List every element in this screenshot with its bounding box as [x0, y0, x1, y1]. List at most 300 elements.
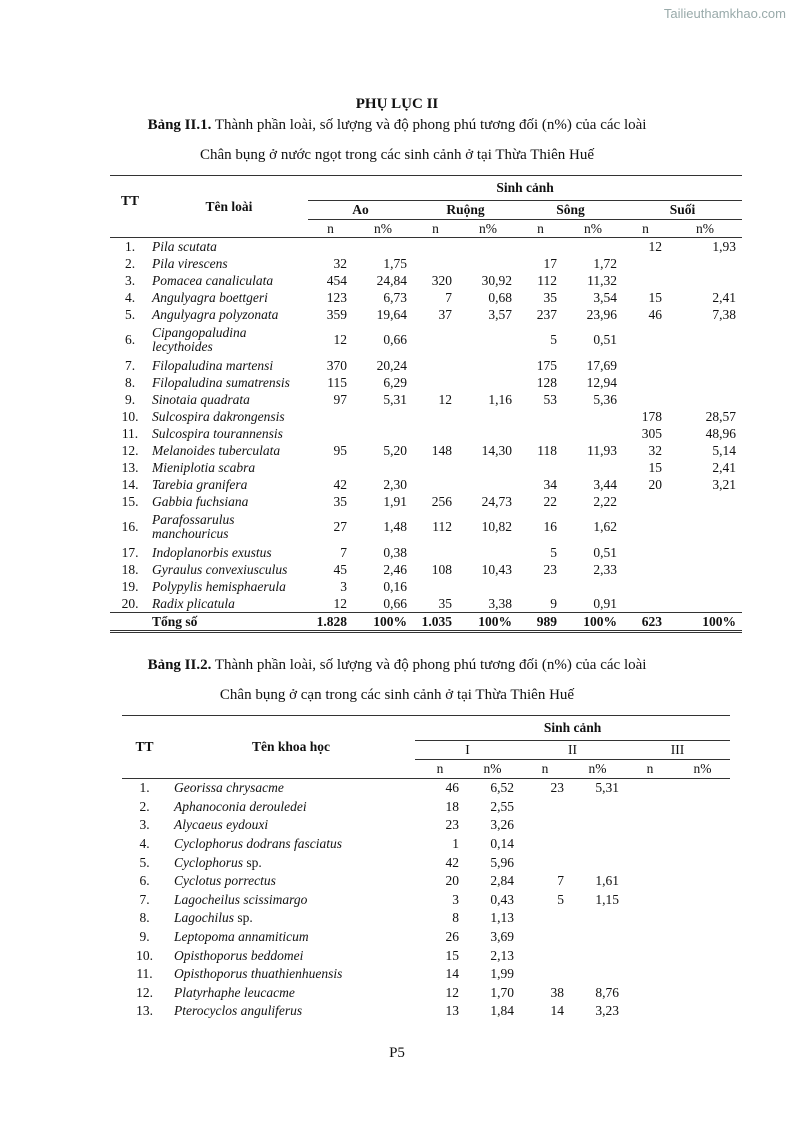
count-cell: 32 [333, 255, 347, 271]
table2-header-habitat: II [520, 741, 625, 760]
table-row [122, 835, 730, 854]
species-name: Sulcospira tourannensis [152, 425, 283, 441]
table-row [110, 510, 742, 544]
species-name [167, 872, 415, 891]
species-name: Pila virescens [152, 255, 228, 271]
count-cell: 15 [648, 289, 662, 305]
count-cell [520, 928, 570, 947]
page-number: P5 [389, 1045, 405, 1061]
species-name [167, 853, 415, 872]
table1-header-group: Sinh cảnh [308, 176, 742, 201]
table-row [110, 306, 742, 323]
total-count-cell: 1.828 [308, 613, 353, 632]
percent-cell [563, 459, 623, 476]
row-number: 12. [121, 442, 139, 458]
row-number: 10. [121, 408, 139, 424]
count-cell [413, 544, 458, 561]
percent-cell: 5,31 [383, 391, 407, 407]
count-cell: 27 [333, 519, 347, 534]
percent-cell: 3,21 [712, 476, 737, 492]
percent-cell [458, 425, 518, 442]
percent-cell: 1,13 [490, 910, 514, 926]
count-cell [518, 238, 563, 256]
row-number: 16. [121, 519, 139, 534]
percent-cell: 17,69 [586, 357, 617, 373]
table2-caption-text: Thành phần loài, số lượng và độ phong phú tương đối (n%) của các loài [211, 657, 647, 673]
count-cell: 454 [326, 272, 347, 288]
percent-cell: 1,72 [593, 255, 617, 271]
total-percent-cell: 100% [668, 613, 742, 632]
percent-cell [563, 238, 623, 256]
percent-cell: 5,36 [593, 391, 617, 407]
count-cell: 35 [333, 493, 347, 509]
count-cell: 23 [543, 561, 557, 577]
species-name [167, 965, 415, 984]
count-cell [413, 357, 458, 374]
species-binomial: Lagochilus [174, 910, 235, 926]
percent-cell: 0,66 [383, 595, 407, 611]
percent-cell: 28,57 [705, 408, 737, 424]
row-number: 14. [121, 476, 139, 492]
percent-cell [570, 965, 625, 984]
percent-cell: 5,20 [383, 442, 407, 458]
count-cell [623, 578, 668, 595]
percent-cell [668, 323, 742, 357]
table2-header-n: n [520, 760, 570, 779]
count-cell: 46 [648, 306, 662, 322]
percent-cell [675, 984, 730, 1003]
count-cell: 16 [543, 519, 557, 534]
table1-header-name: Tên loài [150, 176, 308, 238]
count-cell: 20 [648, 476, 662, 492]
species-binomial: Alycaeus eydouxi [174, 817, 269, 833]
percent-cell [668, 272, 742, 289]
count-cell: 12 [445, 984, 459, 1000]
count-cell: 112 [537, 272, 557, 288]
row-number: 12. [136, 984, 153, 1000]
count-cell [623, 374, 668, 391]
count-cell: 23 [550, 780, 564, 796]
percent-cell [563, 408, 623, 425]
percent-cell: 7,38 [712, 306, 737, 322]
table1-header-habitat: Ruộng [413, 201, 518, 220]
percent-cell: 10,43 [481, 561, 512, 577]
percent-cell: 5,14 [712, 442, 737, 458]
percent-cell: 2,41 [712, 289, 737, 305]
table1-caption-line1 [0, 117, 794, 134]
percent-cell [458, 459, 518, 476]
percent-cell: 8,76 [595, 984, 619, 1000]
table1-header-tt: TT [110, 176, 150, 238]
count-cell [625, 928, 675, 947]
count-cell: 37 [438, 306, 452, 322]
table-row [122, 984, 730, 1003]
count-cell [413, 476, 458, 493]
percent-cell: 1,15 [595, 891, 619, 907]
species-name: Sinotaia quadrata [152, 391, 250, 407]
table-row [122, 872, 730, 891]
count-cell [518, 408, 563, 425]
row-number: 10. [136, 947, 153, 963]
percent-cell [563, 578, 623, 595]
table2-header-n: n [415, 760, 465, 779]
row-number: 6. [124, 332, 136, 347]
percent-cell [570, 835, 625, 854]
count-cell: 12 [438, 391, 452, 407]
species-name [167, 946, 415, 965]
count-cell: 18 [445, 798, 459, 814]
species-binomial: Platyrhaphe leucacme [174, 984, 295, 1000]
percent-cell [458, 476, 518, 493]
species-name [167, 779, 415, 798]
row-number: 7. [139, 891, 150, 907]
percent-cell [570, 946, 625, 965]
percent-cell [668, 595, 742, 613]
count-cell: 26 [445, 929, 459, 945]
percent-cell [675, 1002, 730, 1021]
species-name: Cipangopaludina lecythoides [152, 325, 247, 354]
table1-header-n: n [308, 220, 353, 238]
species-suffix: sp. [246, 854, 262, 870]
row-number: 15. [121, 493, 139, 509]
table2-header-habitat: I [415, 741, 520, 760]
row-number: 2. [124, 255, 136, 271]
table2-label: Bảng II.2. [147, 657, 212, 673]
count-cell [518, 459, 563, 476]
percent-cell: 1,62 [593, 519, 617, 534]
table-row [110, 255, 742, 272]
table-row [110, 238, 742, 256]
percent-cell [458, 323, 518, 357]
total-row [110, 613, 742, 632]
count-cell: 42 [333, 476, 347, 492]
count-cell [623, 544, 668, 561]
row-number: 5. [124, 306, 136, 322]
species-name [167, 984, 415, 1003]
percent-cell: 0,66 [383, 332, 407, 347]
count-cell [625, 946, 675, 965]
count-cell [520, 946, 570, 965]
table-row [122, 798, 730, 817]
percent-cell: 1,91 [383, 493, 407, 509]
species-name [167, 835, 415, 854]
percent-cell [458, 544, 518, 561]
count-cell: 14 [445, 966, 459, 982]
percent-cell: 1,16 [488, 391, 512, 407]
count-cell [413, 408, 458, 425]
count-cell: 20 [445, 873, 459, 889]
count-cell: 97 [333, 391, 347, 407]
count-cell [413, 425, 458, 442]
percent-cell: 0,68 [488, 289, 512, 305]
count-cell [520, 798, 570, 817]
percent-cell [675, 835, 730, 854]
percent-cell: 2,13 [490, 947, 514, 963]
table1-label: Bảng II.1. [147, 117, 212, 133]
count-cell: 8 [452, 910, 459, 926]
row-number: 11. [136, 966, 153, 982]
species-binomial: Opisthoporus beddomei [174, 947, 304, 963]
table-row [110, 595, 742, 613]
count-cell: 35 [543, 289, 557, 305]
count-cell: 3 [452, 891, 459, 907]
count-cell [308, 238, 353, 256]
percent-cell [458, 238, 518, 256]
count-cell: 305 [641, 425, 662, 441]
table2-header-name: Tên khoa học [167, 716, 415, 779]
table1-caption-text: Thành phần loài, số lượng và độ phong phú tương đối (n%) của các loài [211, 117, 647, 133]
table1-header-pct: n% [353, 220, 413, 238]
row-number: 8. [124, 374, 136, 390]
count-cell [413, 255, 458, 272]
count-cell: 128 [536, 374, 557, 390]
count-cell: 53 [543, 391, 557, 407]
percent-cell [353, 238, 413, 256]
percent-cell: 2,33 [593, 561, 617, 577]
table2-header-n: n [625, 760, 675, 779]
species-name [167, 798, 415, 817]
percent-cell [458, 374, 518, 391]
percent-cell: 14,30 [481, 442, 512, 458]
count-cell: 112 [432, 519, 452, 534]
species-name: Parafossarulus manchouricus [152, 512, 235, 541]
percent-cell [675, 965, 730, 984]
row-number: 5. [139, 854, 150, 870]
species-name [167, 928, 415, 947]
count-cell [520, 816, 570, 835]
percent-cell [675, 872, 730, 891]
percent-cell: 11,93 [587, 442, 617, 458]
count-cell [625, 853, 675, 872]
count-cell [308, 459, 353, 476]
count-cell: 5 [550, 332, 557, 347]
species-binomial: Leptopoma annamiticum [174, 929, 309, 945]
percent-cell [458, 578, 518, 595]
percent-cell: 6,73 [383, 289, 407, 305]
percent-cell: 0,51 [593, 544, 617, 560]
percent-cell: 0,91 [593, 595, 617, 611]
table-row [110, 425, 742, 442]
count-cell: 3 [340, 578, 347, 594]
table-row [110, 578, 742, 595]
table-row [110, 391, 742, 408]
species-binomial: Lagocheilus scissimargo [174, 891, 308, 907]
count-cell [520, 853, 570, 872]
count-cell [623, 357, 668, 374]
count-cell [625, 1002, 675, 1021]
count-cell: 5 [557, 891, 564, 907]
table-row [110, 544, 742, 561]
percent-cell: 1,75 [383, 255, 407, 271]
table-row [122, 1002, 730, 1021]
percent-cell: 2,22 [593, 493, 617, 509]
count-cell: 115 [327, 374, 347, 390]
row-number: 18. [121, 561, 139, 577]
count-cell: 13 [445, 1003, 459, 1019]
count-cell: 359 [326, 306, 347, 322]
table2 [122, 715, 730, 1021]
species-name: Angulyagra polyzonata [152, 306, 279, 322]
percent-cell [675, 909, 730, 928]
percent-cell [675, 779, 730, 798]
percent-cell [458, 255, 518, 272]
table-row [122, 928, 730, 947]
count-cell: 108 [431, 561, 452, 577]
table1-header-habitat: Sông [518, 201, 623, 220]
percent-cell [563, 425, 623, 442]
species-name: Radix plicatula [152, 595, 235, 611]
percent-cell [668, 561, 742, 578]
row-number: 13. [136, 1003, 153, 1019]
row-number: 17. [121, 544, 139, 560]
species-name [167, 1002, 415, 1021]
count-cell: 15 [445, 947, 459, 963]
count-cell: 32 [648, 442, 662, 458]
percent-cell: 24,73 [481, 493, 512, 509]
species-name: Mieniplotia scabra [152, 459, 256, 475]
species-name: Tarebia granifera [152, 476, 248, 492]
count-cell [413, 323, 458, 357]
count-cell: 46 [445, 780, 459, 796]
count-cell: 45 [333, 561, 347, 577]
row-number: 2. [139, 798, 150, 814]
count-cell [518, 425, 563, 442]
count-cell [623, 391, 668, 408]
watermark: Tailieuthamkhao.com [663, 6, 786, 21]
row-number: 11. [121, 425, 139, 441]
count-cell: 237 [536, 306, 557, 322]
species-binomial: Cyclophorus dodrans fasciatus [174, 836, 343, 852]
row-number: 4. [139, 836, 150, 852]
percent-cell [675, 946, 730, 965]
count-cell [623, 561, 668, 578]
percent-cell: 0,14 [490, 836, 514, 852]
count-cell [625, 909, 675, 928]
species-name: Gyraulus convexiusculus [152, 561, 288, 577]
table-row [122, 965, 730, 984]
count-cell [413, 578, 458, 595]
table-row [110, 272, 742, 289]
percent-cell [570, 816, 625, 835]
table2-caption-line1 [0, 657, 794, 674]
percent-cell: 1,61 [595, 873, 619, 889]
percent-cell: 19,64 [376, 306, 407, 322]
percent-cell: 0,16 [383, 578, 407, 594]
table1-header-pct: n% [668, 220, 742, 238]
count-cell: 320 [431, 272, 452, 288]
percent-cell [675, 798, 730, 817]
count-cell: 123 [326, 289, 347, 305]
table2-header-pct: n% [570, 760, 625, 779]
count-cell [625, 965, 675, 984]
species-binomial: Aphanoconia derouledei [174, 798, 307, 814]
species-name [167, 891, 415, 910]
percent-cell: 2,46 [383, 561, 407, 577]
count-cell: 23 [445, 817, 459, 833]
count-cell [625, 835, 675, 854]
count-cell: 42 [445, 854, 459, 870]
percent-cell [668, 374, 742, 391]
table1-caption-line2: Chân bụng ở nước ngọt trong các sinh cảnh ở tại Thừa Thiên Huế [200, 147, 594, 163]
table1-header-habitat: Ao [308, 201, 413, 220]
percent-cell: 6,52 [490, 780, 514, 796]
row-number [110, 613, 150, 632]
table-row [122, 816, 730, 835]
count-cell: 12 [333, 332, 347, 347]
percent-cell: 0,38 [383, 544, 407, 560]
count-cell: 370 [326, 357, 347, 373]
percent-cell: 3,69 [490, 929, 514, 945]
count-cell: 12 [333, 595, 347, 611]
count-cell [413, 459, 458, 476]
count-cell [625, 984, 675, 1003]
count-cell: 38 [550, 984, 564, 1000]
count-cell: 15 [648, 459, 662, 475]
count-cell [308, 425, 353, 442]
percent-cell: 2,84 [490, 873, 514, 889]
count-cell: 12 [648, 238, 662, 254]
percent-cell: 12,94 [586, 374, 617, 390]
count-cell [623, 510, 668, 544]
count-cell [625, 891, 675, 910]
percent-cell: 20,24 [376, 357, 407, 373]
percent-cell [668, 493, 742, 510]
count-cell: 7 [340, 544, 347, 560]
count-cell [413, 374, 458, 391]
count-cell: 95 [333, 442, 347, 458]
total-percent-cell: 100% [563, 613, 623, 632]
table-row [110, 357, 742, 374]
count-cell [625, 779, 675, 798]
count-cell: 1 [452, 836, 459, 852]
table1-header-habitat: Suối [623, 201, 742, 220]
table-row [122, 891, 730, 910]
table-row [110, 289, 742, 306]
percent-cell: 30,92 [481, 272, 512, 288]
table-row [110, 408, 742, 425]
table-row [122, 779, 730, 798]
species-name: Pila scutata [152, 238, 217, 254]
table2-header-group: Sinh cảnh [415, 716, 730, 741]
percent-cell: 0,43 [490, 891, 514, 907]
table-row [110, 323, 742, 357]
percent-cell: 11,32 [587, 272, 617, 288]
count-cell [625, 816, 675, 835]
count-cell: 256 [431, 493, 452, 509]
species-binomial: Pterocyclos anguliferus [174, 1003, 303, 1019]
count-cell: 5 [550, 544, 557, 560]
count-cell [625, 798, 675, 817]
percent-cell [458, 357, 518, 374]
percent-cell: 10,82 [481, 519, 512, 534]
row-number: 6. [139, 873, 150, 889]
percent-cell: 2,30 [383, 476, 407, 492]
percent-cell: 23,96 [586, 306, 617, 322]
percent-cell: 1,93 [712, 238, 737, 254]
percent-cell [668, 391, 742, 408]
count-cell [518, 578, 563, 595]
species-suffix: sp. [237, 910, 253, 926]
table-row [110, 476, 742, 493]
table1-header-n: n [413, 220, 458, 238]
percent-cell: 2,41 [712, 459, 737, 475]
count-cell [623, 493, 668, 510]
percent-cell [570, 928, 625, 947]
species-binomial: Cyclophorus [174, 854, 243, 870]
count-cell: 7 [557, 873, 564, 889]
table-row [122, 909, 730, 928]
percent-cell: 3,54 [593, 289, 617, 305]
